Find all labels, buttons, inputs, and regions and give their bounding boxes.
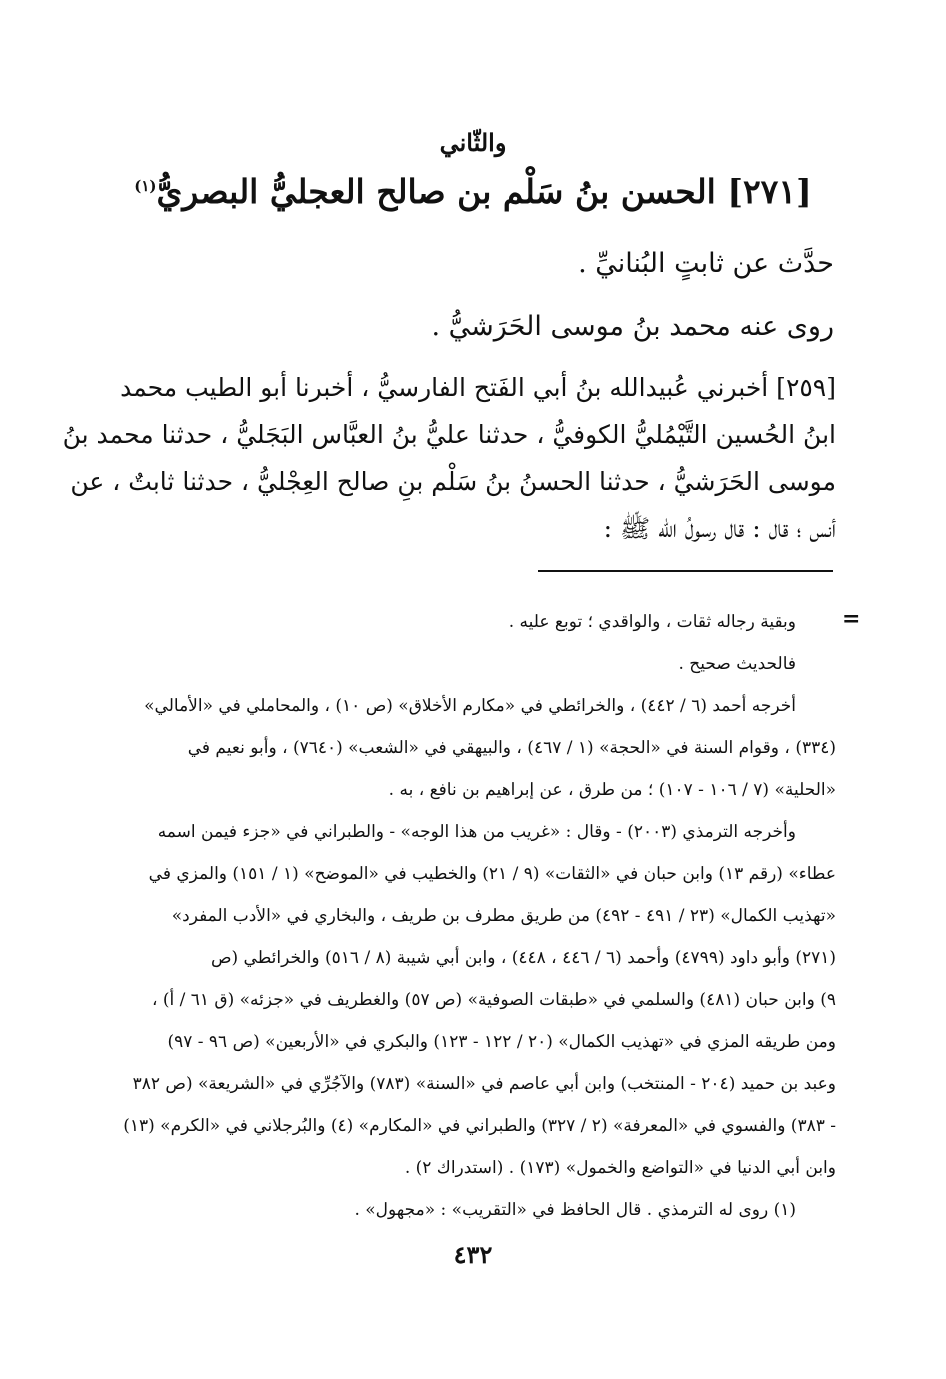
entry-title	[90, 172, 856, 211]
footnote-line: - ٣٨٣) والفسوي في «المعرفة» (٢ / ٣٢٧) والطبراني في «المكارم» (٤) والبُرجلاني في «الكرم» (١٣)	[123, 1116, 836, 1136]
entry-title-text: [٢٧١] الحسن بنُ سَلْم بن صالح العجليُّ البصريُّ	[156, 172, 812, 211]
section-heading: والثّاني	[439, 128, 507, 157]
hadith-text	[62, 364, 836, 552]
footnote-line: «الحلية» (٧ / ١٠٦ - ١٠٧) ؛ من طرق ، عن إبراهيم بن نافع ، به .	[388, 780, 836, 800]
hadith-line: ابنُ الحُسين التَّيْمُليُّ الكوفيُّ ، حدثنا عليُّ بنُ العبَّاس البَجَليُّ ، حدثنا محمد بنُ	[62, 420, 836, 449]
footnote-line: ومن طريقه المزي في «تهذيب الكمال» (٢٠ / ١٢٢ - ١٢٣) والبكري في «الأربعين» (ص ٩٦ - ٩٧)	[167, 1032, 836, 1052]
hadith-line: [٢٥٩] أخبرني عُبيدالله بنُ أبي الفَتح الفارسيُّ ، أخبرنا أبو الطيب محمد	[120, 373, 836, 402]
footnote-line: وأخرجه الترمذي (٢٠٠٣) - وقال : «غريب من هذا الوجه» - والطبراني في «جزء فيمن اسمه	[157, 822, 796, 842]
footnote-line: وابن أبي الدنيا في «التواضع والخمول» (١٧٣) . (استدراك ٢) .	[404, 1158, 836, 1178]
footnote-line: وبقية رجاله ثقات ، والواقدي ؛ توبع عليه .	[508, 612, 796, 632]
footnote-line: (٢٧١) وأبو داود (٤٧٩٩) وأحمد (٦ / ٤٤٦ ، ٤٤٨) ، وابن أبي شيبة (٨ / ٥١٦) والخرائطي (ص	[210, 948, 836, 968]
footnote-line: عطاء» (رقم ١٣) وابن حبان في «الثقات» (٩ / ٢١) والخطيب في «الموضح» (١ / ١٥١) والمزي في	[148, 864, 836, 884]
footnote-line: أخرجه أحمد (٦ / ٤٤٢) ، والخرائطي في «مكارم الأخلاق» (ص ١٠) ، والمحاملي في «الأمالي»	[144, 696, 796, 716]
footnote-line: «تهذيب الكمال» (٢٣ / ٤٩١ - ٤٩٢) من طريق مطرف بن طريف ، والبخاري في «الأدب المفرد»	[171, 906, 836, 926]
footnote-line: ٩) وابن حبان (٤٨١) والسلمي في «طبقات الصوفية» (ص ٥٧) والغطريف في «جزئه» (ق ٦١ / أ) ،	[151, 990, 836, 1010]
footnote-line: (١) روى له الترمذي . قال الحافظ في «التقريب» : «مجهول» .	[354, 1200, 796, 1220]
narrated-from-line: حدَّث عن ثابتٍ البُنانيِّ .	[578, 248, 834, 279]
footnotes	[110, 601, 836, 1231]
footnote-line: وعبد بن حميد (٢٠٤ - المنتخب) وابن أبي عاصم في «السنة» (٧٨٣) والآجُرِّي في «الشريعة» (ص ٣٨٢	[132, 1074, 836, 1094]
page-number: ٤٣٢	[453, 1240, 493, 1269]
entry-footnote-marker: (١)	[134, 177, 157, 195]
hadith-line: موسى الحَرَشيُّ ، حدثنا الحسنُ بنُ سَلْم بنِ صالح العِجْليُّ ، حدثنا ثابتٌ ، عن	[70, 467, 836, 496]
footnote-divider	[538, 570, 833, 572]
footnote-continuation-mark: =	[842, 606, 861, 632]
narrated-by-line: روى عنه محمد بنُ موسى الحَرَشيُّ .	[431, 311, 834, 342]
hadith-line: أنس ؛ قال : قال رسولُ الله ﷺ :	[603, 514, 836, 543]
footnote-line: فالحديث صحيح .	[678, 654, 796, 674]
footnote-line: (٣٣٤) ، وقوام السنة في «الحجة» (١ / ٤٦٧) ، والبيهقي في «الشعب» (٧٦٤٠) ، وأبو نعيم في	[187, 738, 836, 758]
